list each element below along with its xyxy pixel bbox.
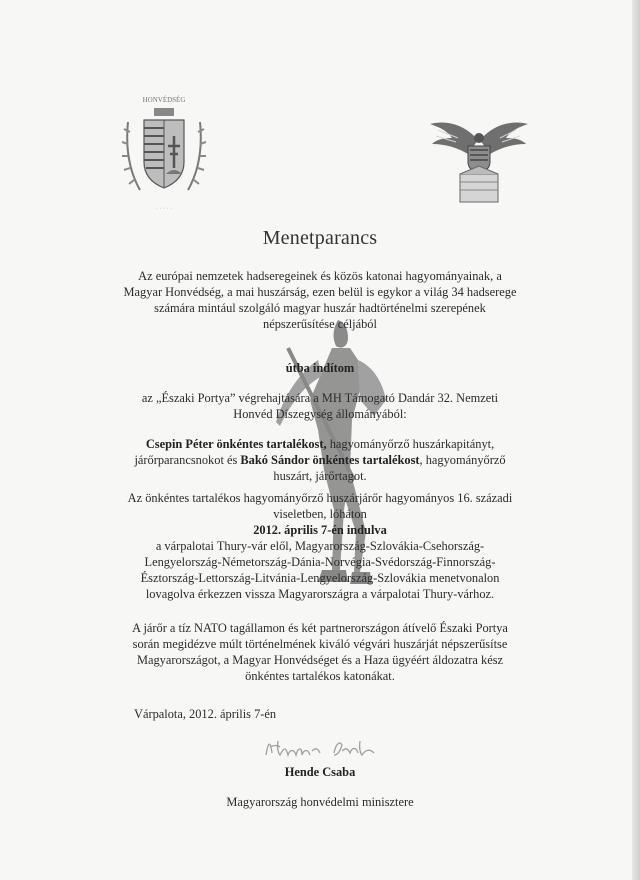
emblem-ring-text: HONVÉDSÉG [142, 96, 186, 104]
text-line: Észtország-Lettország-Litvánia-Lengyelország-Szlovákia menetvonalon [140, 571, 500, 585]
text-line: A járőr a tíz NATO tagállamon és két partnerországon átívelő Északi Portya [132, 621, 508, 635]
document-title: Menetparancs [262, 227, 378, 249]
text-line: számára mintául szolgáló magyar huszár hadtörténelmi szerepének [154, 301, 486, 315]
text-line: Lengyelország-Németország-Dánia-Norvégia-Svédország-Finnország- [144, 555, 496, 569]
goal-paragraph [70, 620, 570, 684]
handwritten-signature [262, 733, 380, 763]
eagle-emblem [428, 108, 530, 206]
text-line: a várpalotai Thury-vár elől, Magyarország-Szlovákia-Csehország- [155, 539, 485, 553]
persons-paragraph [70, 436, 570, 484]
text-line: Magyar Honvédség, a mai huszárság, ezen belül is egykor a világ 34 hadserege [123, 285, 517, 299]
unit-paragraph [70, 390, 570, 422]
coat-of-arms-emblem [118, 92, 210, 214]
text-line: az „Északi Portya” végrehajtására a MH Támogató Dandár 32. Nemzeti [141, 391, 499, 405]
send-off-line: útba indítom [285, 361, 355, 375]
text-line: Csepin Péter önkéntes tartalékost, hagyományőrző huszárkapitányt, [145, 437, 495, 451]
route-paragraph [70, 538, 570, 602]
svg-text:· · · · ·: · · · · · [156, 206, 172, 212]
text-line: Honvéd Díszegység állományából: [233, 407, 407, 421]
text-line: önkéntes tartalékos katonákat. [245, 669, 395, 683]
departure-date: 2012. április 7-én indulva [253, 523, 387, 537]
text-line: lovagolva érkezzen vissza Magyarországra a várpalotai Thury-várhoz. [145, 587, 495, 601]
text-line: Az önkéntes tartalékos hagyományőrző huszárjárőr hagyományos 16. századi [127, 491, 513, 505]
intro-paragraph [70, 268, 570, 332]
text-line: Magyarországot, a Magyar Honvédséget és a Haza ügyéért áldozatra kész [136, 653, 504, 667]
place-and-date: Várpalota, 2012. április 7-én [134, 707, 277, 721]
text-line: járőrparancsnokot és Bakó Sándor önkéntes tartalékost, hagyományőrző [134, 453, 506, 467]
text-line: viseletben, lóháton [273, 507, 367, 521]
text-line: Az európai nemzetek hadseregeinek és közös katonai hagyományainak, a [138, 269, 502, 283]
text-line: huszárt, járőrtagot. [273, 469, 367, 483]
attire-paragraph [70, 490, 570, 522]
signer-name: Hende Csaba [284, 765, 356, 779]
signer-title: Magyarország honvédelmi minisztere [226, 795, 414, 809]
text-line: során megidézve múlt történelmének kiváló végvári huszárját népszerűsítse [132, 637, 508, 651]
text-line: népszerűsítése céljából [263, 317, 377, 331]
